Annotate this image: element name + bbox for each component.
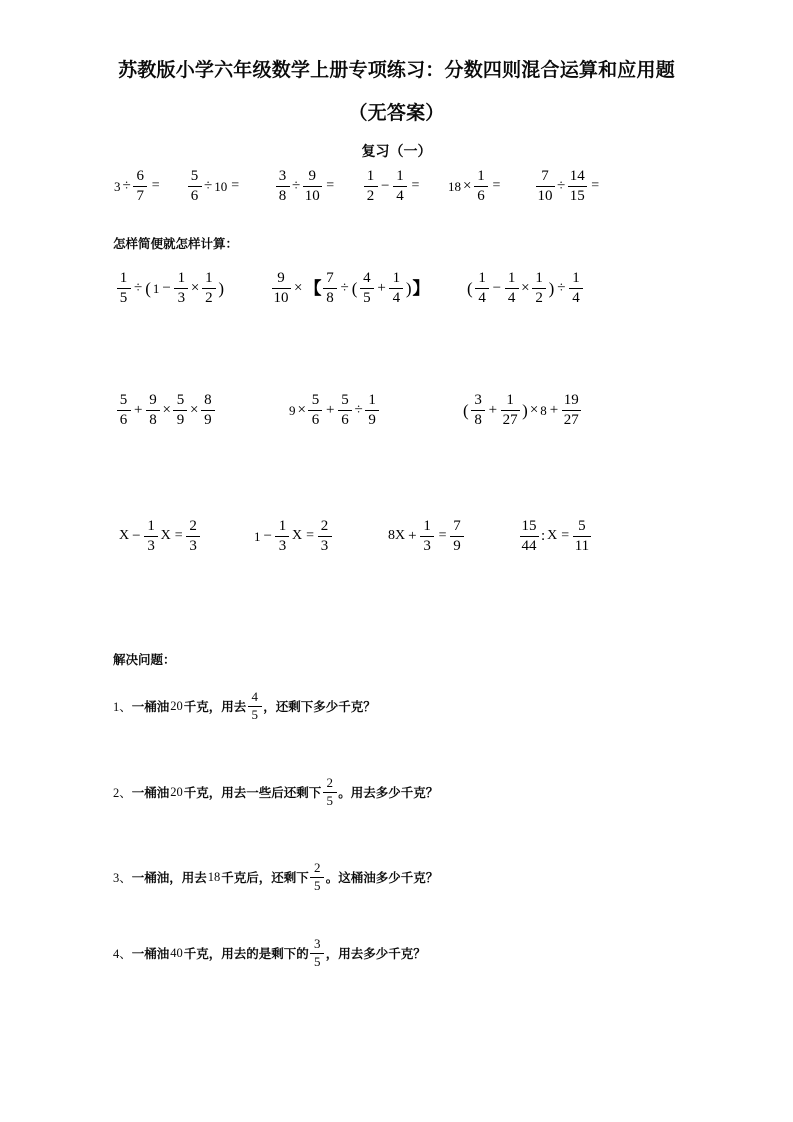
numerator: 1	[535, 270, 543, 286]
coefficient-variable: 8X	[388, 528, 406, 544]
fraction	[117, 392, 131, 429]
denominator: 4	[396, 188, 404, 205]
denominator: 9	[453, 538, 461, 555]
fraction-bar	[308, 410, 322, 411]
operator: ÷	[340, 279, 349, 296]
fraction	[450, 518, 464, 555]
problem-text-a: 一桶油	[131, 699, 170, 715]
denominator: 2	[535, 290, 543, 307]
numerator: 14	[569, 168, 585, 184]
exercise-r3-1	[115, 392, 216, 429]
operator: ×	[521, 279, 530, 296]
fraction-bar	[188, 186, 202, 187]
exercise-r1-5	[447, 168, 502, 205]
fraction-bar	[536, 186, 555, 187]
problem-number-a: 20	[170, 784, 183, 799]
denominator: 6	[311, 412, 320, 429]
fraction-bar	[501, 410, 520, 411]
operator: ÷	[134, 279, 143, 296]
fraction-bar	[117, 410, 131, 411]
numerator: 8	[204, 392, 212, 408]
operator: ÷	[122, 177, 131, 194]
numerator: 1	[396, 168, 404, 184]
fraction-bar	[303, 186, 322, 187]
fraction	[323, 776, 337, 808]
denominator: 10	[304, 188, 320, 205]
operator: −	[132, 527, 141, 544]
right-paren: )	[218, 278, 225, 298]
fraction-bar	[450, 536, 464, 537]
denominator: 4	[572, 290, 580, 307]
numerator: 6	[136, 168, 144, 184]
equals-sign: =	[438, 528, 447, 544]
numerator: 4	[363, 270, 371, 286]
right-paren: )	[522, 400, 528, 420]
operator: ÷	[292, 177, 301, 194]
right-paren: )	[405, 278, 412, 298]
numerator: 2	[326, 775, 334, 790]
denominator: 44	[521, 538, 537, 555]
fraction	[173, 392, 187, 429]
operator: −	[263, 527, 272, 544]
equation-r4-1	[118, 518, 202, 555]
fraction-bar	[569, 288, 583, 289]
equation-r4-3	[387, 518, 466, 555]
numerator: 9	[149, 392, 157, 408]
numerator: 5	[311, 392, 320, 408]
fraction-bar	[389, 288, 403, 289]
fraction	[201, 392, 215, 429]
numerator: 15	[521, 518, 537, 534]
right-paren: )	[548, 278, 555, 298]
denominator: 9	[368, 412, 376, 429]
operator: ×	[463, 177, 472, 194]
fraction-bar	[532, 288, 546, 289]
numerator: 2	[314, 860, 321, 875]
fraction-bar	[471, 410, 485, 411]
problem-text-b: 千克，用去一些后还剩下	[183, 785, 322, 801]
fraction	[562, 392, 581, 429]
problem-number-a: 20	[170, 698, 183, 713]
fraction	[393, 168, 407, 205]
problem-text-a: 一桶油，用去	[131, 870, 207, 886]
whole-number: 10	[214, 178, 228, 194]
denominator: 2	[366, 188, 375, 205]
problem-text-a: 一桶油	[131, 946, 170, 962]
fraction	[174, 270, 188, 307]
fraction-bar	[562, 410, 581, 411]
numerator: 3	[278, 168, 287, 184]
fraction-bar	[173, 410, 187, 411]
denominator: 7	[136, 188, 144, 205]
denominator: 27	[502, 412, 518, 429]
numerator: 3	[314, 936, 321, 951]
denominator: 9	[176, 412, 185, 429]
numerator: 1	[366, 168, 375, 184]
exercise-r2-1	[115, 270, 225, 307]
operator: ×	[294, 279, 303, 296]
numerator: 5	[190, 168, 199, 184]
denominator: 5	[314, 878, 321, 894]
equation-r4-4	[518, 518, 593, 555]
numerator: 4	[251, 689, 259, 704]
equals-sign: =	[591, 178, 600, 194]
problem-text-c: 。用去多少千克？	[338, 785, 439, 801]
numerator: 1	[177, 270, 186, 286]
heading-simplify: 怎样简便就怎样计算：	[113, 236, 239, 251]
numerator: 2	[189, 518, 197, 534]
heading-solve: 解决问题：	[113, 652, 176, 667]
problem-text-c: ，还剩下多少千克？	[263, 699, 376, 715]
exercise-r2-3	[466, 270, 585, 307]
problem-text-a: 一桶油	[131, 785, 170, 801]
fraction	[146, 392, 160, 429]
numerator: 7	[541, 168, 549, 184]
whole-number: 9	[289, 402, 296, 418]
denominator: 3	[189, 538, 197, 555]
left-paren: (	[145, 278, 151, 298]
fraction-bar	[144, 536, 158, 537]
fraction	[568, 168, 587, 205]
denominator: 4	[478, 290, 486, 307]
document-title-line1: 苏教版小学六年级数学上册专项练习：分数四则混合运算和应用题	[118, 59, 675, 81]
word-problem-1	[113, 690, 376, 722]
fraction	[573, 518, 591, 555]
exercise-r1-2	[186, 168, 241, 205]
numerator: 3	[474, 392, 482, 408]
denominator: 2	[205, 290, 213, 307]
numerator: 1	[423, 518, 431, 534]
fraction-bar	[568, 186, 587, 187]
numerator: 1	[119, 270, 128, 286]
fraction-bar	[364, 186, 378, 187]
numerator: 5	[341, 392, 349, 408]
numerator: 1	[478, 270, 486, 286]
operator: +	[134, 401, 143, 418]
fraction	[389, 270, 403, 307]
variable: X	[160, 528, 171, 544]
fraction-bar	[573, 536, 591, 537]
numerator: 1	[506, 392, 514, 408]
equals-sign: =	[231, 178, 240, 194]
fraction	[364, 168, 378, 205]
fraction	[188, 168, 202, 205]
fraction-bar	[393, 186, 407, 187]
numerator: 7	[326, 270, 334, 286]
denominator: 8	[474, 412, 482, 429]
whole-number: 8	[540, 402, 547, 418]
problem-index: 3、	[113, 871, 132, 886]
fraction	[276, 168, 290, 205]
exercise-r3-2	[288, 392, 381, 429]
fraction	[303, 168, 322, 205]
fraction-bar	[202, 288, 216, 289]
denominator: 8	[278, 188, 287, 205]
fraction-bar	[365, 410, 379, 411]
numerator: 9	[277, 270, 285, 286]
fraction	[520, 518, 539, 555]
exercise-r1-1	[113, 168, 162, 205]
fraction-bar	[323, 288, 337, 289]
fraction	[501, 392, 520, 429]
section-title: 复习（一）	[361, 144, 432, 160]
problem-text-c: ，用去多少千克？	[325, 946, 426, 962]
problem-text-b: 千克，用去的是剩下的	[183, 946, 309, 962]
problem-index: 1、	[113, 700, 132, 715]
equals-sign: =	[561, 528, 570, 544]
numerator: 1	[147, 518, 155, 534]
numerator: 1	[278, 518, 287, 534]
numerator: 1	[477, 168, 485, 184]
operator: −	[162, 279, 171, 296]
denominator: 8	[149, 412, 157, 429]
operator: ×	[529, 401, 539, 418]
operator: ÷	[204, 177, 213, 194]
fraction-bar	[276, 186, 290, 187]
problem-text-b: 千克后，还剩下	[221, 870, 309, 886]
operator: ÷	[354, 401, 363, 418]
fraction	[117, 270, 131, 307]
fraction	[532, 270, 546, 307]
denominator: 15	[569, 188, 585, 205]
denominator: 11	[574, 538, 590, 555]
problem-text-c: 。这桶油多少千克？	[325, 870, 439, 886]
denominator: 5	[363, 290, 371, 307]
operator: +	[325, 401, 335, 418]
fraction	[202, 270, 216, 307]
fraction-bar	[272, 288, 291, 289]
numerator: 5	[176, 392, 185, 408]
denominator: 5	[119, 290, 128, 307]
operator: ×	[297, 401, 306, 418]
denominator: 6	[190, 188, 199, 205]
fraction-bar	[186, 536, 200, 537]
variable: X	[119, 528, 130, 544]
problem-number-a: 40	[170, 945, 183, 960]
denominator: 4	[507, 290, 516, 307]
denominator: 10	[537, 188, 553, 205]
operator: ÷	[557, 279, 566, 296]
whole-number: 1	[152, 280, 160, 296]
numerator: 9	[308, 168, 316, 184]
numerator: 1	[368, 392, 376, 408]
numerator: 1	[507, 270, 516, 286]
exercise-r2-2	[270, 270, 430, 307]
variable: X	[547, 528, 558, 544]
fraction-bar	[318, 536, 332, 537]
fraction	[318, 518, 332, 555]
left-bracket: 【	[304, 278, 322, 298]
fraction-bar	[420, 536, 434, 537]
problem-index: 4、	[113, 947, 132, 962]
variable: X	[291, 528, 303, 544]
denominator: 5	[251, 707, 259, 723]
denominator: 8	[326, 290, 334, 307]
fraction	[310, 937, 324, 969]
fraction	[475, 270, 489, 307]
operator: −	[492, 279, 502, 296]
word-problem-2	[113, 776, 438, 808]
left-paren: (	[463, 400, 469, 420]
equals-sign: =	[151, 178, 160, 194]
fraction-bar	[275, 536, 289, 537]
fraction	[275, 518, 289, 555]
whole-number: 18	[448, 178, 461, 194]
fraction-bar	[146, 410, 160, 411]
operator: ×	[190, 279, 200, 296]
operator: ×	[162, 401, 171, 418]
left-paren: (	[351, 278, 358, 298]
denominator: 10	[273, 290, 289, 307]
exercise-r3-3	[462, 392, 582, 429]
denominator: 3	[177, 290, 186, 307]
fraction-bar	[338, 410, 352, 411]
fraction-bar	[505, 288, 519, 289]
fraction	[308, 392, 322, 429]
operator: +	[408, 527, 417, 544]
fraction	[505, 270, 519, 307]
fraction	[272, 270, 291, 307]
fraction	[133, 168, 147, 205]
denominator: 4	[392, 290, 401, 307]
fraction	[420, 518, 434, 555]
operator: +	[377, 279, 386, 296]
whole-number: 1	[254, 528, 261, 544]
numerator: 19	[563, 392, 579, 408]
fraction	[471, 392, 485, 429]
fraction	[365, 392, 379, 429]
fraction	[144, 518, 158, 555]
equals-sign: =	[492, 178, 501, 194]
operator: ×	[189, 401, 199, 418]
ratio-colon: :	[541, 527, 546, 544]
problem-number-a: 18	[207, 869, 221, 884]
fraction	[310, 861, 324, 893]
numerator: 7	[453, 518, 461, 534]
fraction-bar	[133, 186, 147, 187]
denominator: 3	[278, 538, 287, 555]
word-problem-3	[113, 861, 438, 893]
equation-r4-2	[253, 518, 333, 555]
denominator: 3	[423, 538, 431, 555]
denominator: 3	[147, 538, 155, 555]
left-paren: (	[467, 278, 473, 298]
denominator: 6	[341, 412, 349, 429]
equals-sign: =	[326, 178, 335, 194]
fraction	[323, 270, 337, 307]
fraction	[569, 270, 583, 307]
operator: ÷	[557, 177, 566, 194]
word-problem-4	[113, 937, 426, 969]
equals-sign: =	[306, 528, 314, 544]
denominator: 9	[204, 412, 212, 429]
fraction-bar	[474, 186, 488, 187]
denominator: 27	[563, 412, 579, 429]
fraction-bar	[174, 288, 188, 289]
fraction	[338, 392, 352, 429]
numerator: 5	[578, 518, 586, 534]
fraction-bar	[117, 288, 131, 289]
equals-sign: =	[174, 528, 183, 544]
fraction	[474, 168, 488, 205]
fraction	[360, 270, 374, 307]
problem-index: 2、	[113, 786, 132, 801]
numerator: 1	[392, 270, 401, 286]
operator: −	[381, 177, 390, 194]
numerator: 5	[119, 392, 128, 408]
numerator: 2	[320, 518, 329, 534]
exercise-r1-3	[274, 168, 336, 205]
numerator: 1	[572, 270, 580, 286]
fraction-bar	[360, 288, 374, 289]
operator: +	[488, 401, 498, 418]
document-title-line2: （无答案）	[348, 102, 445, 124]
denominator: 6	[119, 412, 128, 429]
equals-sign: =	[411, 178, 420, 194]
fraction	[536, 168, 555, 205]
problem-text-b: 千克，用去	[183, 699, 247, 715]
fraction-bar	[520, 536, 539, 537]
exercise-r1-4	[362, 168, 421, 205]
denominator: 5	[326, 793, 334, 809]
numerator: 1	[205, 270, 213, 286]
denominator: 6	[477, 188, 485, 205]
right-bracket: 】	[412, 278, 430, 298]
operator: +	[549, 401, 559, 418]
fraction-bar	[201, 410, 215, 411]
exercise-r1-6	[534, 168, 601, 205]
denominator: 5	[314, 954, 321, 970]
fraction	[248, 690, 262, 722]
fraction-bar	[475, 288, 489, 289]
denominator: 3	[320, 538, 329, 555]
whole-number: 3	[114, 178, 121, 194]
fraction	[186, 518, 200, 555]
